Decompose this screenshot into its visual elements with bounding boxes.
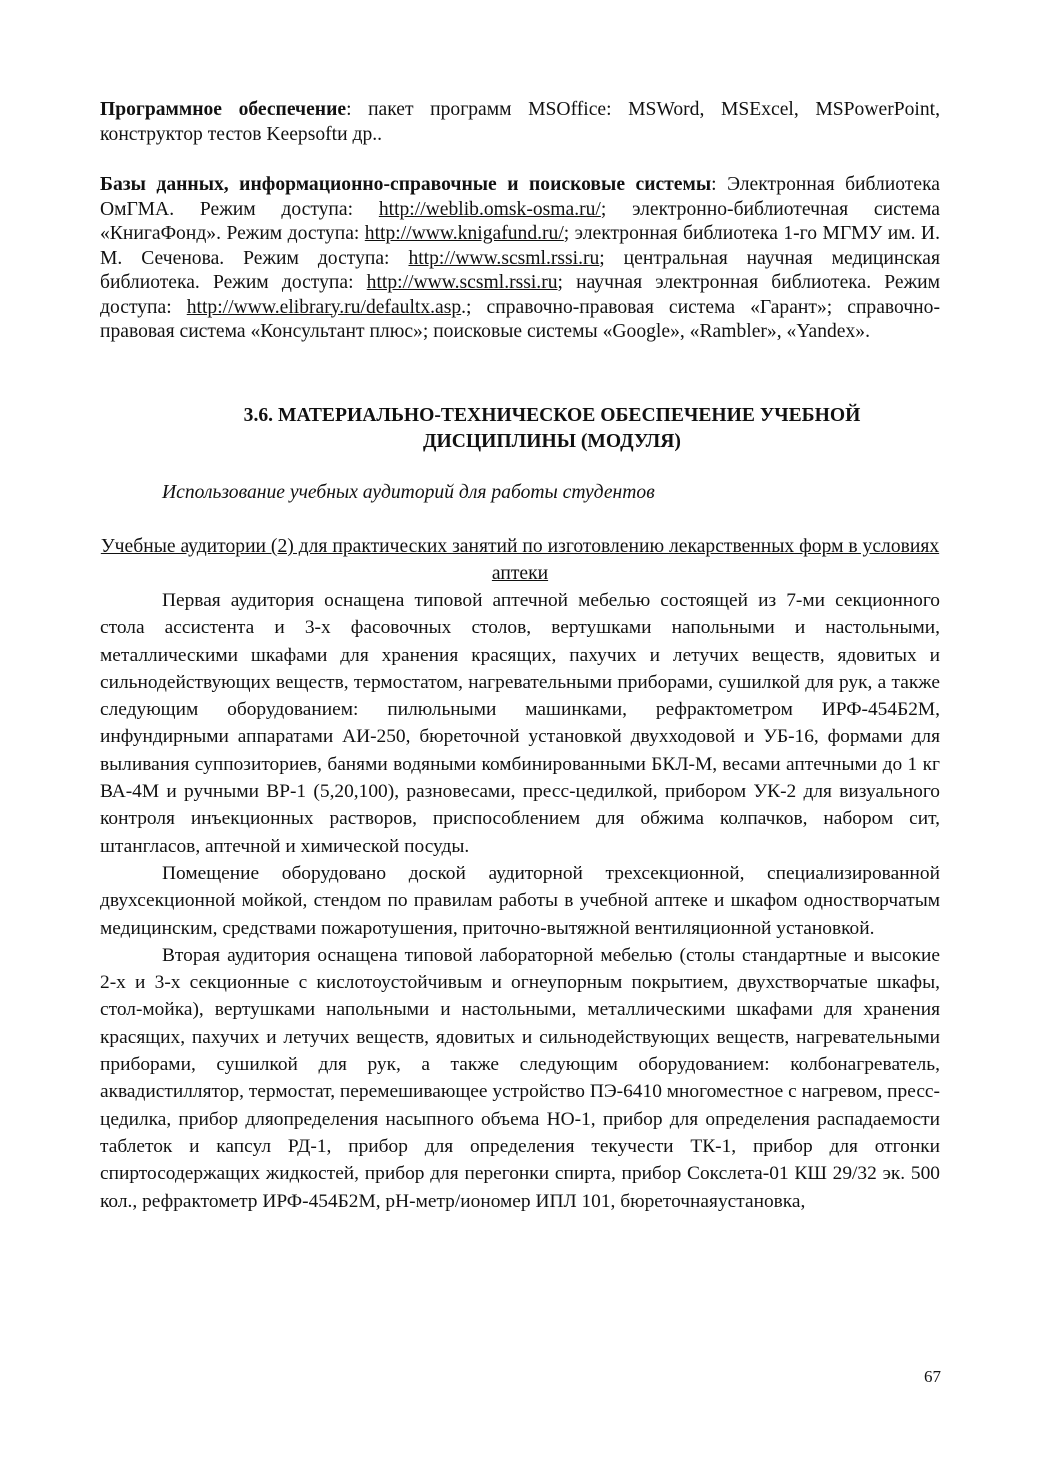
section-heading	[100, 403, 940, 455]
databases-text: ; центральная научная медицинская библиотека. Режим доступа:	[100, 247, 940, 293]
link-knigafund[interactable]: http://www.knigafund.ru/	[364, 223, 564, 244]
link-scsml-2[interactable]: http://www.scsml.rssi.ru	[366, 272, 558, 293]
software-paragraph	[100, 98, 940, 147]
software-label: Программное обеспечение	[100, 99, 347, 120]
databases-text: ; электронная библиотека 1-го МГМУ им. И. М. Сеченова. Режим доступа:	[100, 223, 940, 269]
databases-text: : Электронная библиотека ОмГМА. Режим доступа:	[100, 174, 940, 220]
databases-text: ; электронно-библиотечная система «КнигаФонд». Режим доступа:	[100, 198, 940, 244]
section-heading-line2: ДИСЦИПЛИНЫ (МОДУЛЯ)	[423, 430, 681, 452]
paragraph-second-room: Вторая аудитория оснащена типовой лабораторной мебелью (столы стандартные и высокие 2-х и 3-х секционные с кислотоустойчивым и огнеупорным покрытием, двухстворчатые шкафы, стол-мойка), вертушками напольными и настольными, металлическими шкафами для хранения красящих, пахучих и летучих веществ, ядовитых и сильнодействующих веществ, нагревательными приборами, сушилкой для рук, а также следующим оборудованием: колбонагреватель, аквадистиллятор, термостат, перемешивающее устройство ПЭ-6410 многоместное с нагревом, пресс-цедилка, прибор дляопределения насыпного объема НО-1, прибор для определения распадаемости таблеток и капсул РД-1, прибор для определения текучести ТК-1, прибор для отгонки спиртосодержащих жидкостей, прибор для перегонки спирта, прибор Сокслета-01 КШ 29/32 эк. 500 кол., рефрактометр ИРФ-454Б2М, pH-метр/иономер ИПЛ 101, бюреточнаяустановка,	[100, 944, 940, 1212]
link-weblib[interactable]: http://weblib.omsk-osma.ru/	[378, 198, 601, 220]
section-heading-line1: 3.6. МАТЕРИАЛЬНО-ТЕХНИЧЕСКОЕ ОБЕСПЕЧЕНИЕ УЧЕБНОЙ	[243, 404, 861, 426]
databases-text: .; справочно-правовая система «Гарант»; справочно-правовая система «Консультант плюс»; поисковые системы «Google», «Rambler», «Yandex».	[100, 296, 940, 342]
body-text	[100, 587, 940, 1215]
link-elibrary[interactable]: http://www.elibrary.ru/defaultx.asp	[186, 296, 462, 318]
page-number: 67	[924, 1367, 941, 1386]
databases-paragraph	[100, 173, 940, 345]
section-subtitle: Использование учебных аудиторий для работы студентов	[162, 481, 655, 503]
rooms-title: Учебные аудитории (2) для практических занятий по изготовлению лекарственных форм в условиях аптеки	[100, 536, 940, 584]
link-scsml-1[interactable]: http://www.scsml.rssi.ru	[408, 247, 600, 269]
software-text: : пакет программ MSOffice: MSWord, MSExcel, MSPowerPoint, конструктор тестов Keepsoftи др..	[100, 99, 940, 145]
databases-text: ; научная электронная библиотека. Режим доступа:	[100, 272, 940, 318]
document-page	[100, 98, 940, 1215]
paragraph-equipment: Помещение оборудовано доской аудиторной трехсекционной, специализированной двухсекционной мойкой, стендом по правилам работы в учебной аптеке и шкафом одностворчатым медицинским, средствами пожаротушения, приточно-вытяжной вентиляционной установкой.	[100, 862, 940, 939]
paragraph-first-room: Первая аудитория оснащена типовой аптечной мебелью состоящей из 7-ми секционного стола ассистента и 3-х фасовочных столов, вертушками напольными и настольными, металлическими шкафами для хранения красящих, пахучих и летучих веществ, ядовитых и сильнодействующих веществ, термостатом, нагревательными приборами, сушилкой для рук, а также следующим оборудованием: пилюльными машинками, рефрактометром ИРФ-454Б2М, инфундирными аппаратами АИ-250, бюреточной установкой двухходовой и УБ-16, формами для выливания суппозиториев, банями водяными комбинированными БКЛ-М, весами аптечными до 1 кг ВА-4М и ручными ВР-1 (5,20,100), разновесами, пресс-цедилкой, прибором УК-2 для визуального контроля инъекционных растворов, приспособлением для обжима колпачков, набором сит, штангласов, аптечной и химической посуды.	[100, 590, 940, 857]
databases-label: Базы данных, информационно-справочные и поисковые системы	[100, 174, 712, 195]
